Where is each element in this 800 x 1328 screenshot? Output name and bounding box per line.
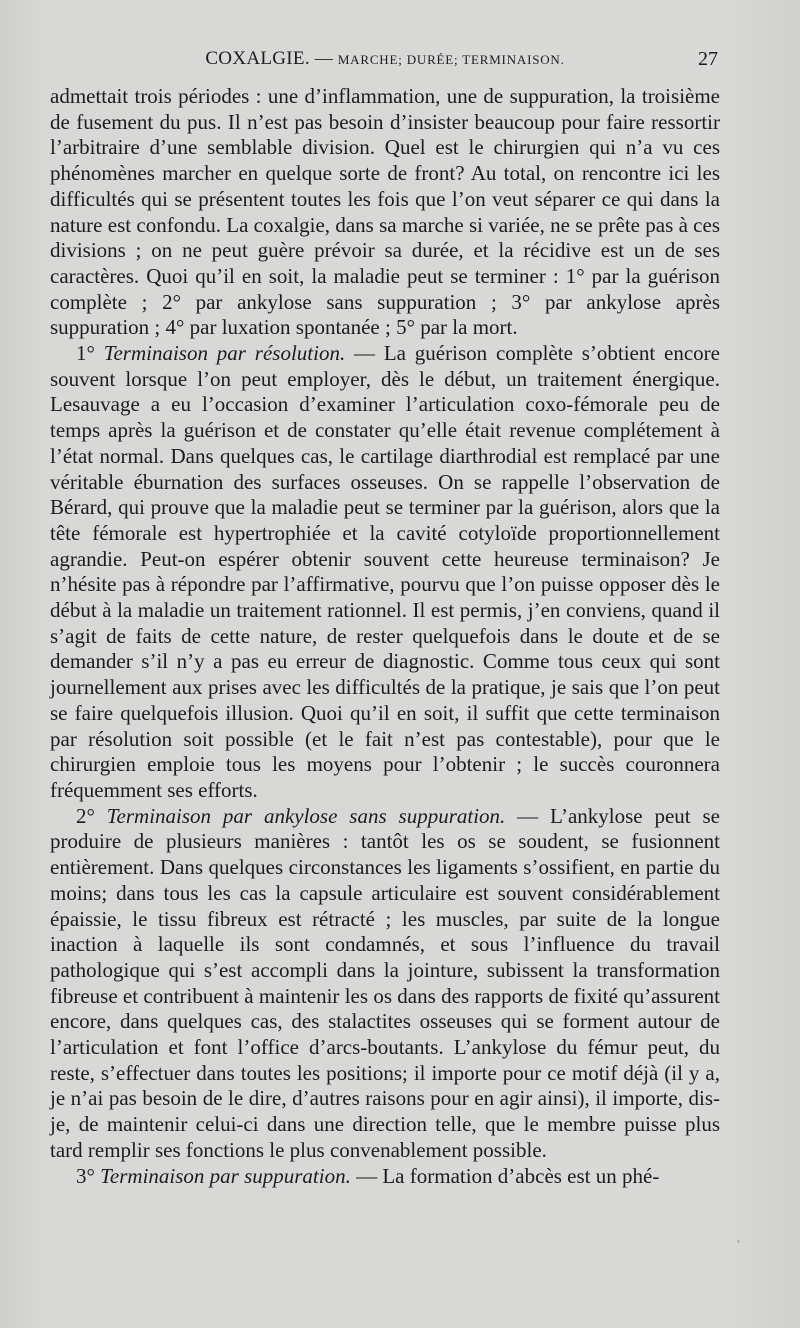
paragraph-text: 1° [76, 341, 104, 366]
paragraph-text: — La formation d’abcès est un phé- [350, 1163, 660, 1188]
running-title-dash: — [314, 48, 333, 68]
section-heading: Terminaison par résolution. [103, 341, 346, 366]
running-title-sub: MARCHE; DURÉE; TERMINAISON. [337, 52, 565, 67]
paragraph-p3 [50, 1164, 720, 1190]
section-heading: Terminaison par suppuration. [100, 1163, 351, 1188]
paragraph-text: admettait trois périodes : une d’inflammation, une de suppuration, la troisième de fusement du pus. Il n’est pas besoin d’insister beaucoup pour faire ressortir l’arbitraire d’une semblable division. Quel est le chirurgien qui n’a vu ces phénomènes marcher en quelque sorte de front? Au total, on rencontre ici les difficultés qui se présentent toutes les fois que l’on veut séparer ce qui dans la nature est confondu. La coxalgie, dans sa marche si variée, ne se prête pas à ces divisions ; on ne peut guère prévoir sa durée, et la récidive est un de ses caractères. Quoi qu’il en soit, la maladie peut se terminer : 1° par la guérison complète ; 2° par ankylose sans suppuration ; 3° par ankylose après suppuration ; 4° par luxation spontanée ; 5° par la mort. [50, 84, 720, 340]
paragraph-p2 [50, 804, 720, 1164]
page-header [50, 48, 720, 72]
paragraph-text: — L’ankylose peut se produire de plusieurs manières : tantôt les os se soudent, se fusionnent entièrement. Dans quelques circonstances les ligaments s’ossifient, en partie du moins; dans tous les cas la capsule articulaire est souvent considérablement épaissie, le tissu fibreux est rétracté ; les muscles, par suite de la longue inaction à laquelle ils sont condamnés, et sous l’influence du travail pathologique qui s’est accompli dans la jointure, subissent la transformation fibreuse et contribuent à maintenir les os dans des rapports de fixité qu’assurent encore, dans quelques cas, des stalactites osseuses qui se forment autour de l’articulation et font l’office d’arcs-boutants. L’ankylose du fémur peut, du reste, s’effectuer dans toutes les positions; il importe pour ce motif déjà (il y a, je n’ai pas besoin de le dire, d’autres raisons pour en agir ainsi), il importe, dis-je, de maintenir celui-ci dans une direction telle, que le membre puisse plus tard remplir ses fonctions le plus convenablement possible. [50, 803, 720, 1162]
paragraph-text: 3° [76, 1163, 101, 1188]
paragraph-p0 [50, 84, 720, 341]
running-title [50, 48, 720, 70]
paragraph-text: 2° [76, 803, 107, 828]
page-number: 27 [698, 48, 718, 70]
paper-speck [737, 1240, 740, 1243]
section-heading: Terminaison par ankylose sans suppuration. [106, 803, 506, 828]
body-text [50, 84, 720, 1189]
paragraph-p1 [50, 341, 720, 804]
running-title-main: COXALGIE. [205, 48, 310, 69]
paragraph-text: — La guérison complète s’obtient encore souvent lorsque l’on peut employer, dès le début, un traitement énergique. Lesauvage a eu l’occasion d’examiner l’articulation coxo-fémorale peu de temps après la guérison et de constater qu’elle était revenue complétement à l’état normal. Dans quelques cas, le cartilage diarthrodial est remplacé par une véritable éburnation des surfaces osseuses. On se rappelle l’observation de Bérard, qui prouve que la maladie peut se terminer par la guérison, alors que la tête fémorale est hypertrophiée et la cavité cotyloïde proportionnellement agrandie. Peut-on espérer obtenir souvent cette heureuse terminaison? Je n’hésite pas à répondre par l’affirmative, pourvu que l’on puisse opposer dès le début à la maladie un traitement rationnel. Il est permis, j’en conviens, quand il s’agit de faits de cette nature, de rester quelquefois dans le doute et de se demander s’il n’y a pas eu erreur de diagnostic. Comme tous ceux qui sont journellement aux prises avec les difficultés de la pratique, je sais que l’on peut se faire quelquefois illusion. Quoi qu’il en soit, il suffit que cette terminaison par résolution soit possible (et le fait n’est pas contestable), pour que le chirurgien emploie tous les moyens pour l’obtenir ; le succès couronnera fréquemment ses efforts. [50, 341, 720, 802]
